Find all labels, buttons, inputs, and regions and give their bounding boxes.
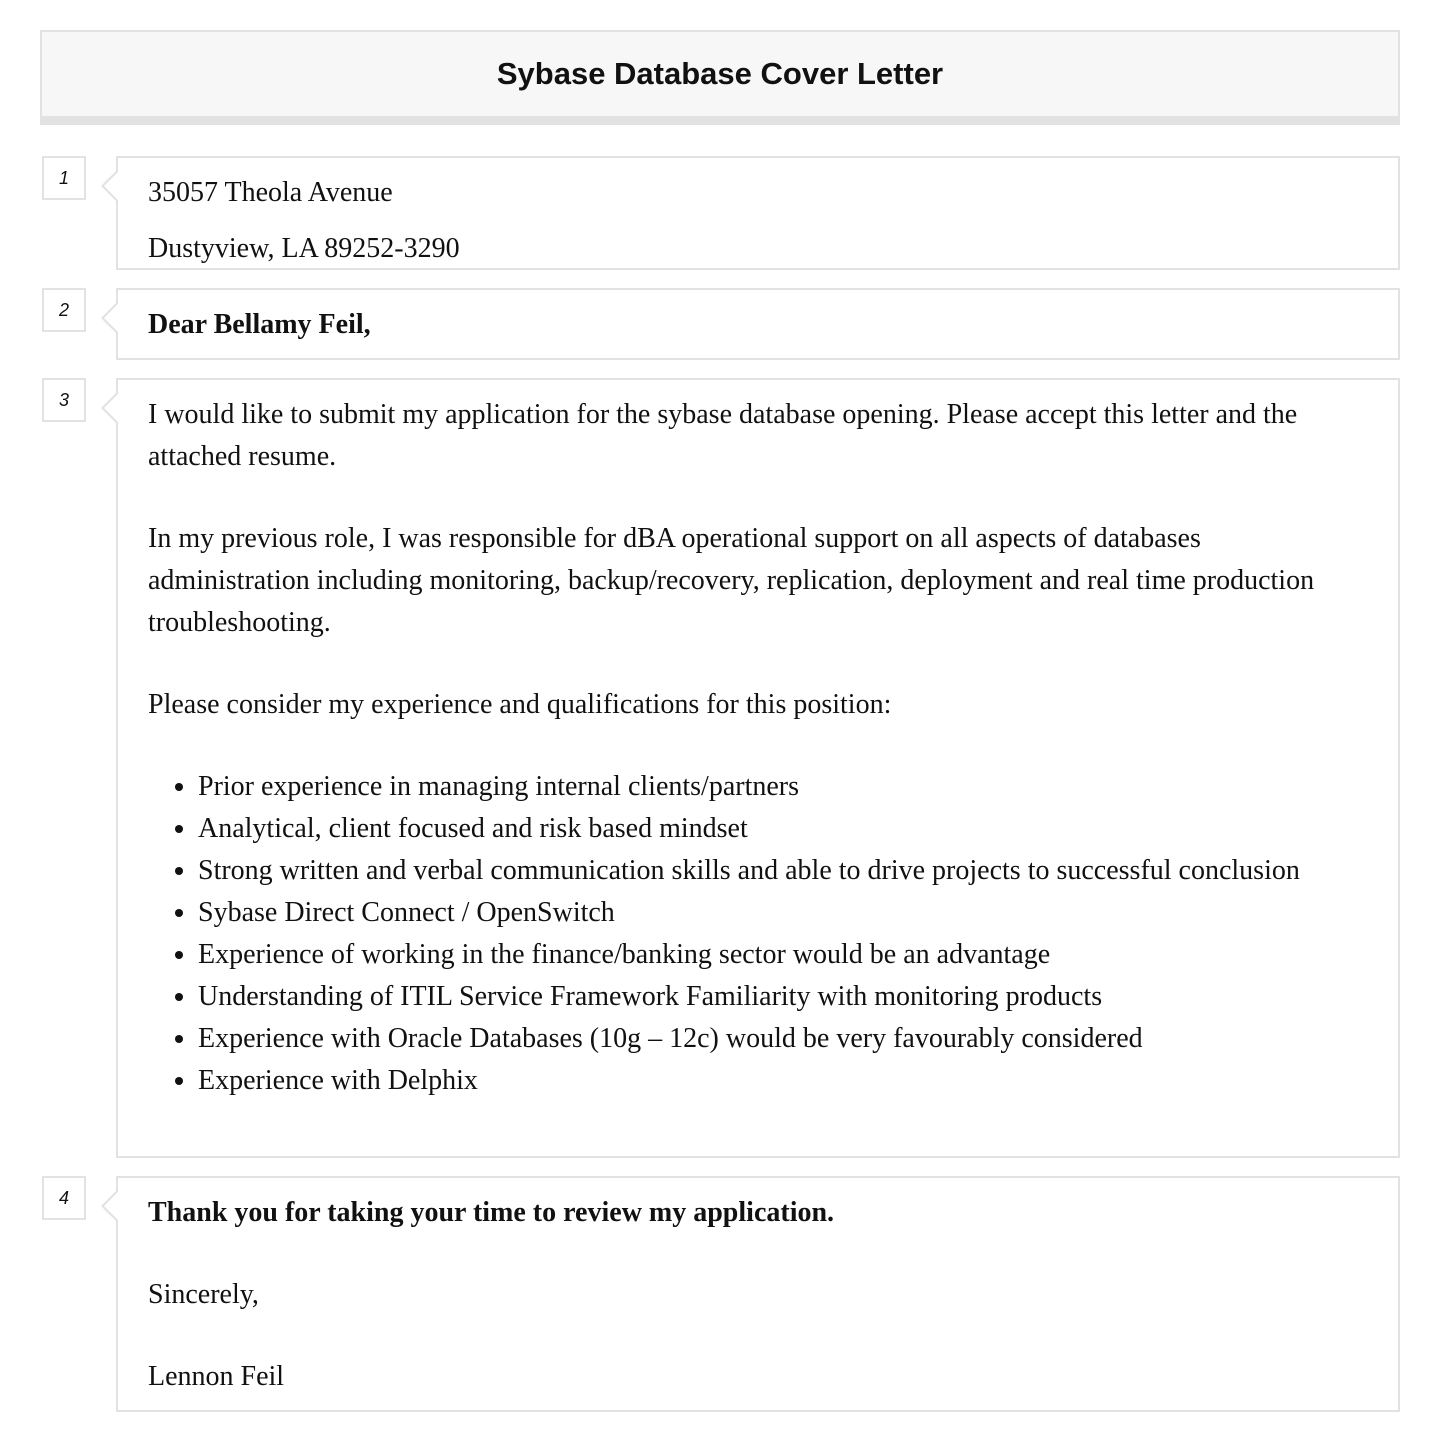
body-box: [116, 378, 1400, 1158]
paragraph-experience: In my previous role, I was responsible for dBA operational support on all aspects of databases administration including monitoring, backup/recovery, replication, deployment and real time production troubleshooting.: [148, 523, 1315, 638]
page-title: Sybase Database Cover Letter: [496, 56, 944, 91]
address-box: [116, 156, 1400, 270]
list-item: • Sybase Direct Connect / OpenSwitch: [198, 892, 1368, 934]
list-item: • Understanding of ITIL Service Framework Familiarity with monitoring products: [198, 976, 1368, 1018]
qualifications-list: [148, 766, 1368, 1102]
closing-box: [116, 1176, 1400, 1412]
paragraph-intro: I would like to submit my application for the sybase database opening. Please accept this letter and the attached resume.: [148, 399, 1298, 472]
address-line-2: Dustyview, LA 89252-3290: [148, 233, 460, 264]
section-number: 4: [42, 1176, 86, 1220]
address-line-1: 35057 Theola Avenue: [148, 177, 393, 208]
section-number: 3: [42, 378, 86, 422]
greeting-box: [116, 288, 1400, 360]
list-item: • Strong written and verbal communication skills and able to drive projects to successful conclusion: [198, 850, 1368, 892]
signature: Lennon Feil: [148, 1361, 285, 1392]
list-item: • Analytical, client focused and risk based mindset: [198, 808, 1368, 850]
list-item: • Experience of working in the finance/banking sector would be an advantage: [198, 934, 1368, 976]
thank-you-line: Thank you for taking your time to review my application.: [148, 1197, 835, 1228]
list-item: • Experience with Oracle Databases (10g – 12c) would be very favourably considered: [198, 1018, 1368, 1060]
section-number: 1: [42, 156, 86, 200]
paragraph-qualifications: Please consider my experience and qualifications for this position:: [148, 689, 892, 720]
title-bar: [40, 30, 1400, 125]
list-item: • Experience with Delphix: [198, 1060, 1368, 1102]
section-number: 2: [42, 288, 86, 332]
closing-line: Sincerely,: [148, 1279, 259, 1310]
list-item: • Prior experience in managing internal clients/partners: [198, 766, 1368, 808]
greeting: Dear Bellamy Feil,: [148, 309, 371, 340]
